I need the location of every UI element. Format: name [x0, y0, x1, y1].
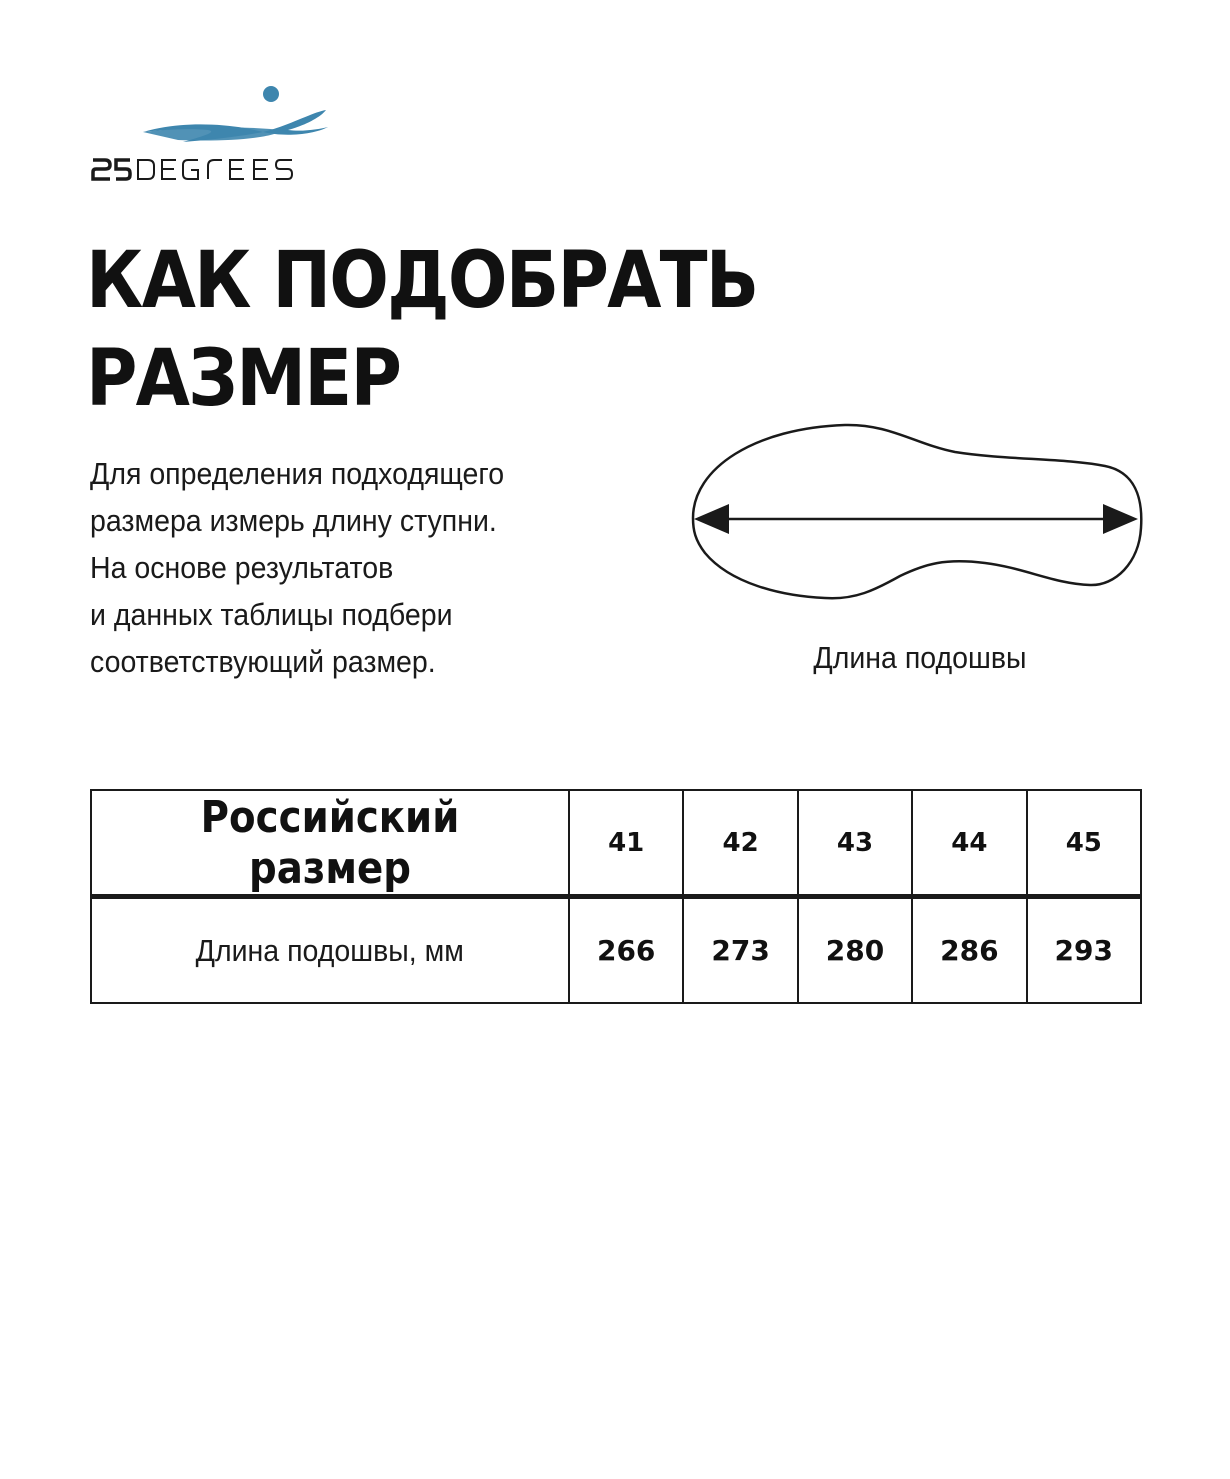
- size-table: [90, 789, 1142, 1004]
- size-value: 42: [722, 827, 759, 858]
- shoe-sole-outline-icon: [685, 418, 1150, 608]
- intro-line: размера измерь длину ступни.: [90, 503, 497, 538]
- length-value: 286: [940, 934, 999, 967]
- intro-line: На основе результатов: [90, 550, 394, 585]
- row-label-cell: [91, 897, 569, 1004]
- length-value: 293: [1054, 934, 1113, 967]
- brand-logo: [88, 82, 368, 187]
- intro-line: Для определения подходящего: [90, 456, 505, 491]
- length-value: 280: [825, 934, 885, 967]
- length-value: 266: [596, 934, 656, 967]
- size-value: 45: [1065, 827, 1102, 858]
- intro-line: соответствующий размер.: [90, 644, 436, 679]
- length-cell: [683, 897, 797, 1004]
- title-line-1: КАК ПОДОБРАТЬ: [86, 236, 758, 326]
- length-cell: [1027, 897, 1141, 1004]
- size-cell: [1027, 790, 1141, 897]
- page-title: [86, 232, 758, 428]
- size-value: 43: [836, 827, 874, 858]
- sole-length-label: Длина подошвы, мм: [195, 932, 465, 968]
- russian-size-label: Российский размер: [200, 791, 460, 894]
- size-value: 44: [951, 827, 988, 858]
- size-cell: [912, 790, 1026, 897]
- sole-length-caption: Длина подошвы: [813, 640, 1027, 675]
- title-line-2: РАЗМЕР: [86, 334, 401, 424]
- length-value: 273: [711, 934, 770, 967]
- size-cell: [798, 790, 912, 897]
- size-cell: [683, 790, 797, 897]
- swimmer-logo-icon: [88, 82, 368, 187]
- size-value: 41: [608, 827, 645, 858]
- intro-text: [90, 450, 650, 685]
- table-row: [91, 897, 1141, 1004]
- length-cell: [569, 897, 683, 1004]
- length-cell: [912, 897, 1026, 1004]
- intro-line: и данных таблицы подбери: [90, 597, 453, 632]
- header-label-cell: [91, 790, 569, 897]
- size-cell: [569, 790, 683, 897]
- length-cell: [798, 897, 912, 1004]
- table-row: [91, 790, 1141, 897]
- sole-outline: [693, 425, 1141, 598]
